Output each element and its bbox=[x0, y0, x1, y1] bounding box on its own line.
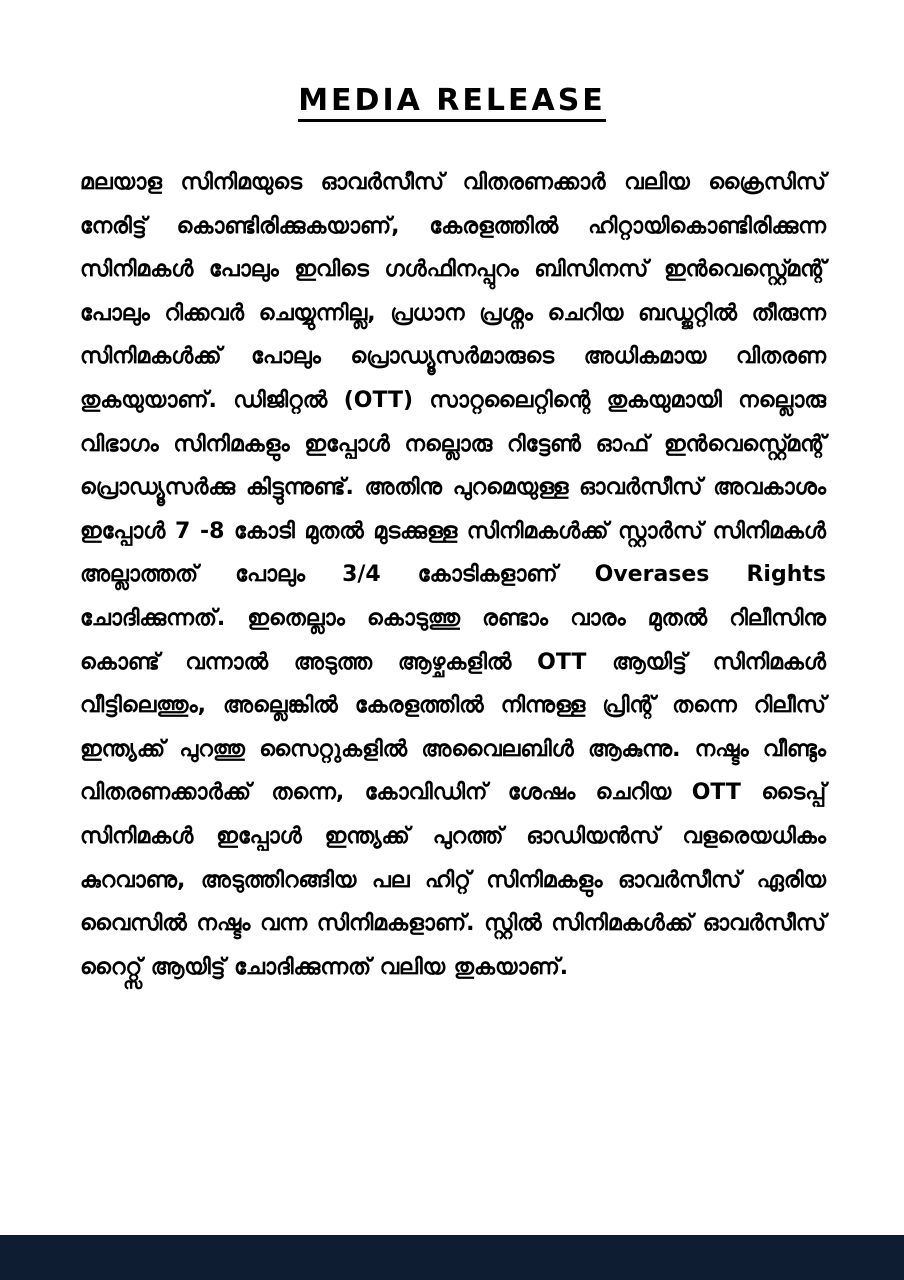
page-title bbox=[0, 83, 904, 122]
press-release-body: മലയാള സിനിമയുടെ ഓവർസീസ് വിതരണക്കാർ വലിയ ക്രൈസിസ് നേരിട്ട് കൊണ്ടിരിക്കുകയാണ്, കേരളത്തിൽ ഹിറ്റായികൊണ്ടിരിക്കുന്ന സിനിമകൾ പോലും ഇവിടെ ഗൾഫിനപ്പുറം ബിസിനസ് ഇൻവെസ്റ്റ്മെന്റ് പോലും റിക്കവർ ചെയ്യുന്നില്ല, പ്രധാന പ്രശ്നം ചെറിയ ബഡ്ജറ്റിൽ തീരുന്ന സിനിമകൾക്ക് പോലും പ്രൊഡ്യൂസർമാരുടെ അധികമായ വിതരണ തുകയുയാണ്. ഡിജിറ്റൽ (OTT) സാറ്റലൈറ്റിന്റെ തുകയുമായി നല്ലൊരു വിഭാഗം സിനിമകളും ഇപ്പോൾ നല്ലൊരു റിട്ടേൺ ഓഫ് ഇൻവെസ്റ്റ്മെന്റ് പ്രൊഡ്യൂസർക്കു കിട്ടുന്നുണ്ട്. അതിനു പുറമെയുള്ള ഓവർസീസ് അവകാശം ഇപ്പോൾ 7 -8 കോടി മുതൽ മുടക്കുള്ള സിനിമകൾക്ക് സ്റ്റാർസ് സിനിമകൾ അല്ലാത്തത് പോലും 3/4 കോടികളാണ് Overases Rights ചോദിക്കുന്നത്. ഇതെല്ലാം കൊടുത്തു രണ്ടാം വാരം മുതൽ റിലീസിനു കൊണ്ട് വന്നാൽ അടുത്ത ആഴ്ചകളിൽ OTT ആയിട്ട് സിനിമകൾ വീട്ടിലെത്തും, അല്ലെങ്കിൽ കേരളത്തിൽ നിന്നുള്ള പ്രിന്റ് തന്നെ റിലീസ് ഇന്ത്യക്ക് പുറത്തു സൈറ്റുകളിൽ അവൈലബിൾ ആകുന്നു. നഷ്ടം വീണ്ടും വിതരണക്കാർക്ക് തന്നെ, കോവിഡിന് ശേഷം ചെറിയ OTT ടൈപ്പ് സിനിമകൾ ഇപ്പോൾ ഇന്ത്യക്ക് പുറത്ത് ഓഡിയൻസ് വളരെയധികം കുറവാണു, അടുത്തിറങ്ങിയ പല ഹിറ്റ് സിനിമകളും ഓവർസീസ് ഏരിയ വൈസിൽ നഷ്ടം വന്ന സിനിമകളാണ്. സ്റ്റിൽ സിനിമകൾക്ക് ഓവർസീസ് റൈറ്റ്സ് ആയിട്ട് ചോദിക്കുന്നത് വലിയ തുകയാണ്. bbox=[80, 170, 826, 980]
footer-bar bbox=[0, 1235, 904, 1280]
page-title-text: MEDIA RELEASE bbox=[298, 84, 606, 122]
